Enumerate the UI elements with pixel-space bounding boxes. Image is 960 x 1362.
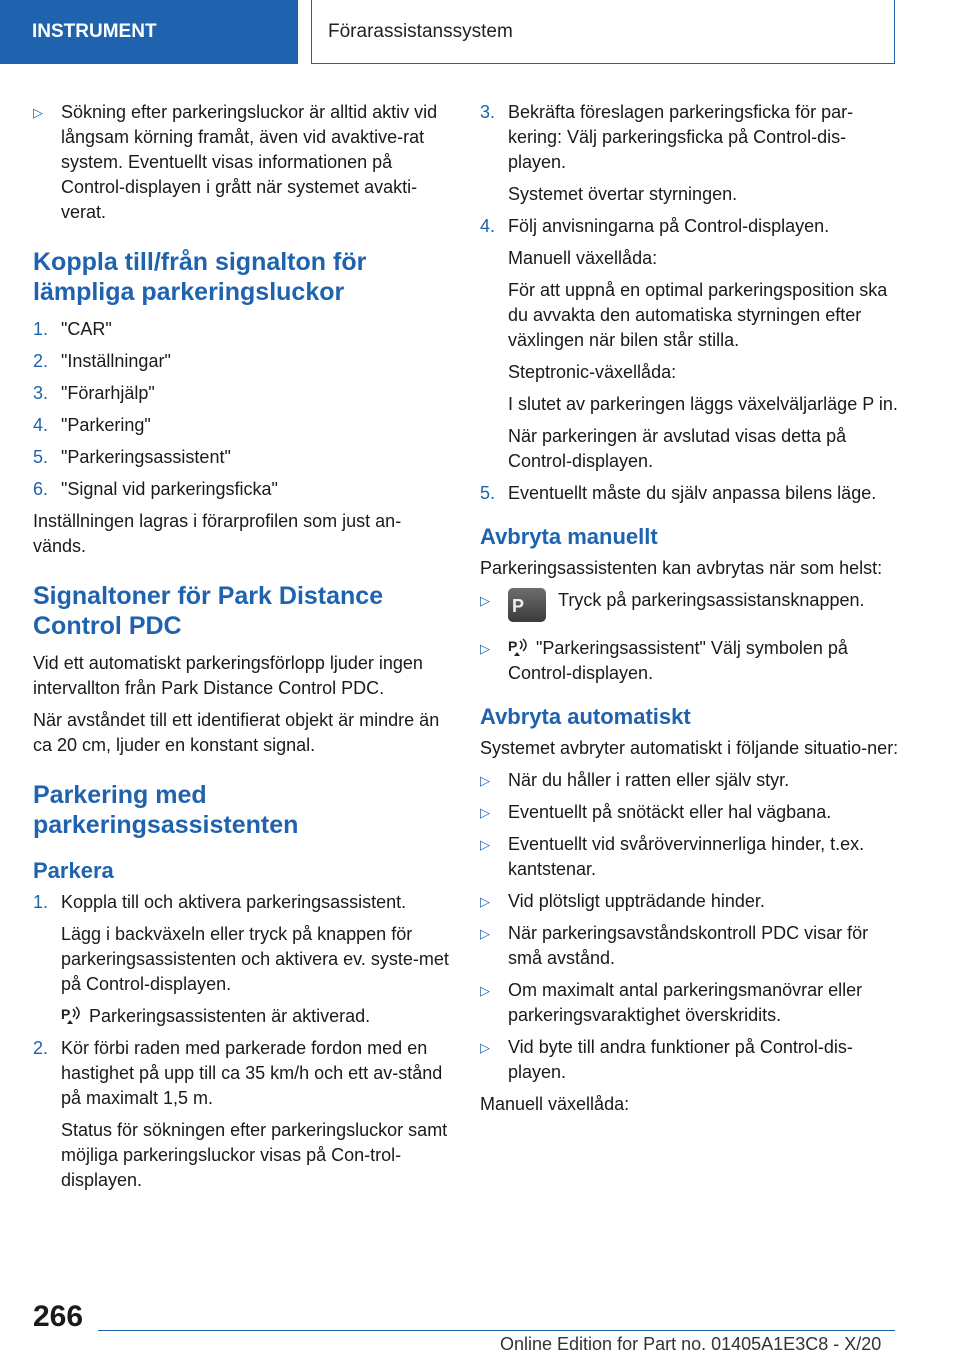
list-item: ▷ P Tryck på parkeringsassistansknappen. [480, 588, 900, 622]
list-item: 4. Följ anvisningarna på Control-displayen. [480, 216, 830, 236]
list-item: 1. "CAR" [33, 319, 112, 339]
triangle-bullet-icon: ▷ [480, 805, 490, 820]
list-item: ▷ P "Parkeringsassistent" Välj symbolen på Control-displayen. [480, 636, 900, 686]
triangle-bullet-icon: ▷ [480, 983, 490, 998]
list-item: ▷ Eventuellt på snötäckt eller hal vägbana. [480, 800, 900, 825]
steps-list [33, 317, 453, 502]
list-item: ▷ När parkeringsavståndskontroll PDC visar för små avstånd. [480, 921, 900, 971]
heading-manual: Avbryta manuellt [480, 524, 658, 549]
step-sub: När parkeringen är avslutad visas detta på Control-displayen. [508, 426, 847, 471]
chapter-tab [311, 0, 895, 64]
auto-list [480, 768, 900, 1085]
step-icon-line: P Parkeringsassistenten är aktiverad. [61, 1006, 371, 1026]
list-item: ▷ Om maximalt antal parkeringsmanövrar eller parkeringsvaraktighet överskridits. [480, 978, 900, 1028]
step-sub: Steptronic-växellåda: [508, 362, 677, 382]
triangle-bullet-icon: ▷ [33, 105, 43, 120]
list-item: 3. "Förarhjälp" [33, 383, 155, 403]
list-item: 2. "Inställningar" [33, 351, 171, 371]
step-sub: Manuell växellåda: [508, 248, 658, 268]
chapter-title: Förarassistanssystem [328, 20, 513, 42]
footer-edition: Online Edition for Part no. 01405A1E3C8 - X/20 [500, 1334, 882, 1354]
step-sub: I slutet av parkeringen läggs växelväljarläge P in. [508, 394, 898, 414]
step-sub: För att uppnå en optimal parkeringsposition ska du avvakta den automatiska styrningen efter växlingen när bilen står stilla. [508, 280, 888, 350]
step-sub: Systemet övertar styrningen. [508, 184, 738, 204]
heading-park: Parkering med parkeringsassistenten [33, 781, 299, 839]
paragraph-stored: Inställningen lagras i förarprofilen som just an-vänds. [33, 511, 402, 556]
step-sub: Lägg i backväxeln eller tryck på knappen för parkeringsassistenten och aktivera ev. syste-met på Control-displayen. [61, 924, 449, 994]
footer-divider [98, 1330, 895, 1331]
heading-signal: Koppla till/från signalton för lämpliga parkeringsluckor [33, 248, 367, 306]
park-assist-icon [61, 1005, 83, 1025]
section-tab [0, 0, 298, 64]
triangle-bullet-icon: ▷ [480, 1040, 490, 1055]
triangle-bullet-icon: ▷ [480, 926, 490, 941]
park-assist-icon [508, 637, 530, 657]
left-column [33, 100, 453, 1200]
paragraph-pdc-2: När avståndet till ett identifierat objekt är mindre än ca 20 cm, ljuder en konstant signal. [33, 710, 440, 755]
triangle-bullet-icon: ▷ [480, 593, 490, 608]
step-sub: Status för sökningen efter parkeringsluckor samt möjliga parkeringsluckor visas på Con-trol-displayen. [61, 1120, 448, 1190]
triangle-bullet-icon: ▷ [480, 894, 490, 909]
list-item: 2. Kör förbi raden med parkerade fordon med en hastighet på upp till ca 35 km/h och ett av-stånd på maximalt 1,5 m. [33, 1038, 443, 1108]
svg-text:P: P [61, 1006, 71, 1022]
list-item: 3. Bekräfta föreslagen parkeringsficka för par-kering: Välj parkeringsficka på Control-dis-playen. [480, 102, 854, 172]
heading-auto: Avbryta automatiskt [480, 704, 691, 729]
paragraph-pdc-1: Vid ett automatiskt parkeringsförlopp ljuder ingen intervallton från Park Distance Control PDC. [33, 653, 423, 698]
list-item: 6. "Signal vid parkeringsficka" [33, 479, 278, 499]
paragraph-auto: Systemet avbryter automatiskt i följande situatio-ner: [480, 738, 899, 758]
right-column [480, 100, 900, 1124]
list-item: ▷ Vid plötsligt uppträdande hinder. [480, 889, 900, 914]
list-item: ▷ Vid byte till andra funktioner på Control-dis-playen. [480, 1035, 900, 1085]
list-item: 5. Eventuellt måste du själv anpassa bilens läge. [480, 483, 877, 503]
list-item: ▷ Eventuellt vid svårövervinnerliga hinder, t.ex. kantstenar. [480, 832, 900, 882]
triangle-bullet-icon: ▷ [480, 773, 490, 788]
paragraph-manual: Parkeringsassistenten kan avbrytas när som helst: [480, 558, 883, 578]
triangle-bullet-icon: ▷ [480, 837, 490, 852]
list-item: ▷ När du håller i ratten eller själv styr. [480, 768, 900, 793]
heading-pdc: Signaltoner för Park Distance Control PDC [33, 582, 384, 640]
list-item: 5. "Parkeringsassistent" [33, 447, 231, 467]
triangle-bullet-icon: ▷ [480, 641, 490, 656]
list-item: 4. "Parkering" [33, 415, 151, 435]
paragraph-manual-end: Manuell växellåda: [480, 1094, 630, 1114]
heading-parkera: Parkera [33, 858, 114, 883]
section-title: INSTRUMENT [32, 21, 157, 42]
park-assist-button-icon: P [508, 588, 546, 622]
list-item: 1. Koppla till och aktivera parkeringsassistent. [33, 892, 407, 912]
svg-text:P: P [508, 638, 518, 654]
list-item: ▷ Sökning efter parkeringsluckor är alltid aktiv vid långsam körning framåt, även vid avaktive-rat system. Eventuellt visas informationen på Control-displayen i grått när systemet avakti-verat. [33, 100, 453, 225]
page-number: 266 [33, 1300, 84, 1333]
